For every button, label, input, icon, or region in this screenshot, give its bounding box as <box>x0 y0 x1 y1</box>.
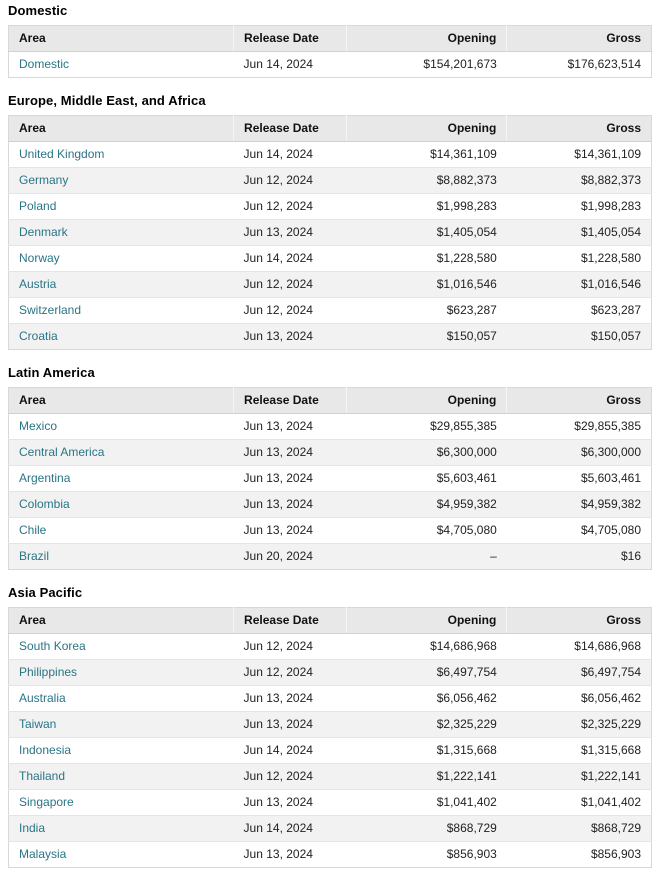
release-date-cell: Jun 13, 2024 <box>243 795 313 809</box>
release-date-cell: Jun 14, 2024 <box>243 821 313 835</box>
area-cell <box>9 738 234 764</box>
table-row <box>9 414 652 440</box>
area-cell <box>9 712 234 738</box>
gross-cell: $5,603,461 <box>580 471 641 485</box>
release-date-cell: Jun 13, 2024 <box>243 445 313 459</box>
table-row <box>9 272 652 298</box>
region-section <box>8 585 652 868</box>
area-cell <box>9 414 234 440</box>
area-cell <box>9 764 234 790</box>
gross-cell: $4,705,080 <box>580 523 641 537</box>
gross-cell: $14,361,109 <box>574 147 641 161</box>
table-row <box>9 246 652 272</box>
section-title: Asia Pacific <box>8 585 83 600</box>
gross-cell: $2,325,229 <box>580 717 641 731</box>
area-cell <box>9 466 234 492</box>
opening-cell: $4,705,080 <box>436 523 497 537</box>
opening-cell: $1,228,580 <box>436 251 497 265</box>
release-date-cell: Jun 12, 2024 <box>243 173 313 187</box>
table-row <box>9 492 652 518</box>
area-link[interactable]: South Korea <box>19 639 86 653</box>
gross-cell: $6,056,462 <box>580 691 641 705</box>
area-link[interactable]: Austria <box>19 277 57 291</box>
release-date-cell: Jun 20, 2024 <box>243 549 313 563</box>
release-date-cell: Jun 13, 2024 <box>243 497 313 511</box>
area-cell <box>9 686 234 712</box>
release-date-cell: Jun 13, 2024 <box>243 419 313 433</box>
column-header-gross: Gross <box>507 116 652 142</box>
area-link[interactable]: Germany <box>19 173 69 187</box>
release-date-cell: Jun 13, 2024 <box>243 225 313 239</box>
table-row <box>9 842 652 868</box>
gross-cell: $1,041,402 <box>580 795 641 809</box>
area-link[interactable]: Taiwan <box>19 717 57 731</box>
gross-cell: $1,222,141 <box>580 769 641 783</box>
gross-cell: $623,287 <box>590 303 641 317</box>
release-date-cell: Jun 12, 2024 <box>243 199 313 213</box>
area-cell <box>9 168 234 194</box>
table-header-row <box>9 116 652 142</box>
opening-cell: $154,201,673 <box>423 57 497 71</box>
opening-cell: $868,729 <box>446 821 497 835</box>
release-date-cell: Jun 13, 2024 <box>243 471 313 485</box>
gross-cell: $14,686,968 <box>574 639 641 653</box>
table-row <box>9 686 652 712</box>
column-header-gross: Gross <box>507 388 652 414</box>
gross-cell: $1,228,580 <box>580 251 641 265</box>
release-date-cell: Jun 14, 2024 <box>243 57 313 71</box>
area-cell <box>9 194 234 220</box>
area-cell <box>9 220 234 246</box>
opening-cell: $5,603,461 <box>436 471 497 485</box>
opening-cell: $1,016,546 <box>436 277 497 291</box>
table-row <box>9 440 652 466</box>
gross-cell: $176,623,514 <box>567 57 641 71</box>
section-title: Europe, Middle East, and Africa <box>8 93 206 108</box>
region-section <box>8 3 652 78</box>
table-body <box>9 52 652 78</box>
area-cell <box>9 842 234 868</box>
column-header-release-date: Release Date <box>234 26 347 52</box>
opening-cell: $623,287 <box>446 303 497 317</box>
opening-cell: $1,222,141 <box>436 769 497 783</box>
release-date-cell: Jun 13, 2024 <box>243 523 313 537</box>
box-office-table <box>8 607 652 868</box>
table-row <box>9 298 652 324</box>
area-link[interactable]: Central America <box>19 445 105 459</box>
release-date-cell: Jun 13, 2024 <box>243 717 313 731</box>
release-date-cell: Jun 12, 2024 <box>243 303 313 317</box>
release-date-cell: Jun 14, 2024 <box>243 147 313 161</box>
gross-cell: $856,903 <box>590 847 641 861</box>
table-header-row <box>9 608 652 634</box>
table-row <box>9 324 652 350</box>
area-cell <box>9 246 234 272</box>
area-cell <box>9 272 234 298</box>
opening-cell: $2,325,229 <box>436 717 497 731</box>
table-row <box>9 168 652 194</box>
opening-cell: $1,405,054 <box>436 225 497 239</box>
area-cell <box>9 544 234 570</box>
area-link[interactable]: Malaysia <box>19 847 67 861</box>
table-body <box>9 142 652 350</box>
area-link[interactable]: Brazil <box>19 549 50 563</box>
table-row <box>9 142 652 168</box>
area-cell <box>9 298 234 324</box>
area-cell <box>9 142 234 168</box>
column-header-gross: Gross <box>507 26 652 52</box>
area-link[interactable]: Colombia <box>19 497 70 511</box>
column-header-area: Area <box>9 26 234 52</box>
release-date-cell: Jun 12, 2024 <box>243 665 313 679</box>
opening-cell: $856,903 <box>446 847 497 861</box>
area-link[interactable]: Switzerland <box>19 303 82 317</box>
table-header-row <box>9 26 652 52</box>
area-cell <box>9 790 234 816</box>
column-header-area: Area <box>9 608 234 634</box>
opening-cell: $1,315,668 <box>436 743 497 757</box>
gross-cell: $1,998,283 <box>580 199 641 213</box>
area-cell <box>9 660 234 686</box>
table-row <box>9 544 652 570</box>
region-section <box>8 93 652 350</box>
column-header-area: Area <box>9 116 234 142</box>
area-link[interactable]: Mexico <box>19 419 58 433</box>
area-cell <box>9 440 234 466</box>
column-header-opening: Opening <box>346 116 507 142</box>
column-header-gross: Gross <box>507 608 652 634</box>
table-row <box>9 52 652 78</box>
area-cell <box>9 518 234 544</box>
release-date-cell: Jun 13, 2024 <box>243 329 313 343</box>
opening-cell: $29,855,385 <box>430 419 497 433</box>
box-office-table <box>8 387 652 570</box>
area-link[interactable]: Singapore <box>19 795 74 809</box>
release-date-cell: Jun 13, 2024 <box>243 847 313 861</box>
column-header-opening: Opening <box>346 388 507 414</box>
table-row <box>9 790 652 816</box>
gross-cell: $4,959,382 <box>580 497 641 511</box>
area-cell <box>9 816 234 842</box>
gross-cell: $1,315,668 <box>580 743 641 757</box>
opening-cell: – <box>490 549 497 563</box>
table-header-row <box>9 388 652 414</box>
gross-cell: $6,300,000 <box>580 445 641 459</box>
opening-cell: $1,998,283 <box>436 199 497 213</box>
area-link[interactable]: Denmark <box>19 225 68 239</box>
opening-cell: $6,497,754 <box>436 665 497 679</box>
opening-cell: $4,959,382 <box>436 497 497 511</box>
gross-cell: $29,855,385 <box>574 419 641 433</box>
opening-cell: $1,041,402 <box>436 795 497 809</box>
section-title: Domestic <box>8 3 68 18</box>
gross-cell: $16 <box>620 549 641 563</box>
gross-cell: $868,729 <box>590 821 641 835</box>
table-row <box>9 712 652 738</box>
area-link[interactable]: Philippines <box>19 665 78 679</box>
area-link[interactable]: Domestic <box>19 57 70 71</box>
region-section <box>8 365 652 570</box>
opening-cell: $6,300,000 <box>436 445 497 459</box>
area-cell <box>9 324 234 350</box>
gross-cell: $8,882,373 <box>580 173 641 187</box>
table-row <box>9 764 652 790</box>
opening-cell: $8,882,373 <box>436 173 497 187</box>
area-link[interactable]: Croatia <box>19 329 58 343</box>
area-link[interactable]: Norway <box>19 251 60 265</box>
area-link[interactable]: Poland <box>19 199 57 213</box>
area-cell <box>9 634 234 660</box>
release-date-cell: Jun 12, 2024 <box>243 769 313 783</box>
release-date-cell: Jun 13, 2024 <box>243 691 313 705</box>
table-row <box>9 660 652 686</box>
release-date-cell: Jun 14, 2024 <box>243 743 313 757</box>
table-row <box>9 194 652 220</box>
area-link[interactable]: Indonesia <box>19 743 72 757</box>
table-row <box>9 816 652 842</box>
opening-cell: $14,361,109 <box>430 147 497 161</box>
section-title: Latin America <box>8 365 95 380</box>
column-header-area: Area <box>9 388 234 414</box>
opening-cell: $150,057 <box>446 329 497 343</box>
opening-cell: $6,056,462 <box>436 691 497 705</box>
release-date-cell: Jun 14, 2024 <box>243 251 313 265</box>
box-office-table <box>8 115 652 350</box>
area-link[interactable]: Australia <box>19 691 66 705</box>
gross-cell: $1,016,546 <box>580 277 641 291</box>
area-cell <box>9 492 234 518</box>
gross-cell: $6,497,754 <box>580 665 641 679</box>
table-row <box>9 466 652 492</box>
release-date-cell: Jun 12, 2024 <box>243 277 313 291</box>
column-header-opening: Opening <box>346 26 507 52</box>
table-row <box>9 220 652 246</box>
column-header-opening: Opening <box>346 608 507 634</box>
area-link[interactable]: United Kingdom <box>19 147 105 161</box>
area-link[interactable]: Chile <box>19 523 47 537</box>
gross-cell: $1,405,054 <box>580 225 641 239</box>
release-date-cell: Jun 12, 2024 <box>243 639 313 653</box>
table-body <box>9 414 652 570</box>
table-row <box>9 518 652 544</box>
area-link[interactable]: Thailand <box>19 769 66 783</box>
table-row <box>9 634 652 660</box>
area-cell <box>9 52 234 78</box>
gross-cell: $150,057 <box>590 329 641 343</box>
column-header-release-date: Release Date <box>234 388 347 414</box>
regional-box-office-sections <box>8 3 652 868</box>
area-link[interactable]: Argentina <box>19 471 71 485</box>
opening-cell: $14,686,968 <box>430 639 497 653</box>
table-row <box>9 738 652 764</box>
column-header-release-date: Release Date <box>234 116 347 142</box>
column-header-release-date: Release Date <box>234 608 347 634</box>
area-link[interactable]: India <box>19 821 46 835</box>
box-office-table <box>8 25 652 78</box>
table-body <box>9 634 652 868</box>
